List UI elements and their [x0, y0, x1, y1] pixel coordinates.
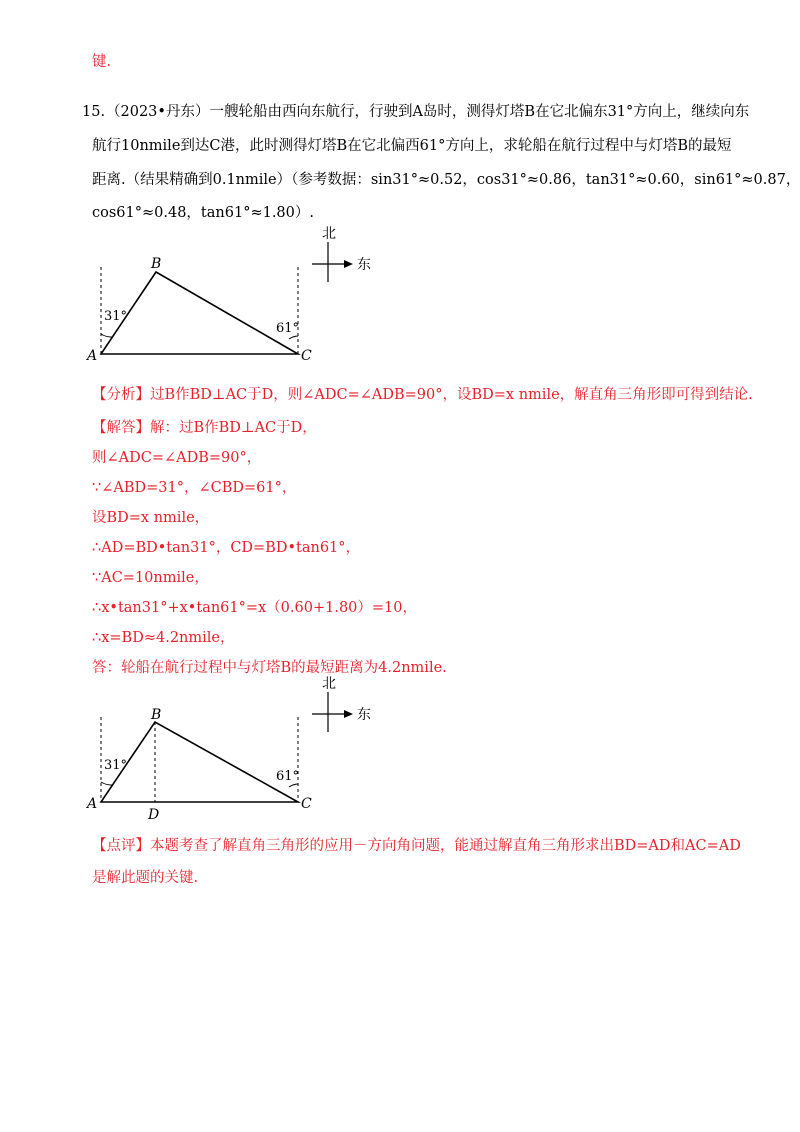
question-line-4: cos61°≈0.48，tan61°≈1.80）.: [92, 205, 314, 221]
question-line-3: 距离.（结果精确到0.1nmile）（参考数据：sin31°≈0.52，cos31°≈0.86，tan31°≈0.60，sin61°≈0.87，: [92, 172, 800, 188]
compass-east-arrow-icon: [344, 260, 353, 268]
angle-arc-a: [101, 782, 112, 785]
solution-line: ∴x=BD≈4.2nmile，: [92, 630, 235, 646]
label-a: A: [87, 796, 98, 812]
triangle-abc: [101, 722, 298, 802]
previous-answer-fragment: 键.: [92, 54, 112, 70]
analysis-text: 【分析】过B作BD⊥AC于D，则∠ADC=∠ADB=90°，设BD=x nmile，解直角三角形即可得到结论.: [92, 387, 753, 403]
compass-east-arrow-icon: [344, 710, 353, 718]
comment-line-2: 是解此题的关键.: [92, 870, 199, 886]
angle-arc-c: [289, 784, 298, 787]
angle-arc-a: [101, 334, 112, 337]
question-line-1: （2023•丹东）一艘轮船由西向东航行，行驶到A岛时，测得灯塔B在它北偏东31°方向上，继续向东: [106, 104, 750, 120]
compass-east-label: 东: [357, 707, 371, 723]
question-line-2: 航行10nmile到达C港，此时测得灯塔B在它北偏西61°方向上，求轮船在航行过程中与灯塔B的最短: [92, 138, 732, 154]
label-c: C: [301, 348, 312, 364]
solution-line: 则∠ADC=∠ADB=90°，: [92, 450, 262, 466]
solution-answer: 答：轮船在航行过程中与灯塔B的最短距离为4.2nmile.: [92, 660, 447, 676]
angle-label-c: 61°: [276, 321, 300, 336]
angle-label-a: 31°: [104, 758, 128, 773]
compass-north-label: 北: [322, 226, 336, 242]
label-b: B: [151, 707, 162, 723]
solution-line: 【解答】解：过B作BD⊥AC于D，: [92, 420, 317, 436]
figure-2: [85, 672, 375, 822]
angle-label-a: 31°: [104, 309, 128, 324]
compass-east-label: 东: [357, 257, 371, 273]
figure-1: [85, 222, 375, 367]
compass-north-label: 北: [322, 676, 336, 692]
solution-line: ∴AD=BD•tan31°，CD=BD•tan61°，: [92, 540, 361, 556]
question-number: 15.: [82, 104, 106, 120]
label-a: A: [87, 348, 98, 364]
solution-line: ∴x•tan31°+x•tan61°=x（0.60+1.80）=10，: [92, 600, 418, 616]
angle-arc-c: [289, 336, 298, 339]
triangle-abc: [101, 272, 298, 354]
angle-label-c: 61°: [276, 769, 300, 784]
solution-line: ∵AC=10nmile，: [92, 570, 209, 586]
label-d: D: [148, 807, 160, 822]
label-c: C: [301, 796, 312, 812]
comment-line-1: 【点评】本题考查了解直角三角形的应用－方向角问题，能通过解直角三角形求出BD=AD和AC=AD: [92, 838, 741, 854]
label-b: B: [151, 256, 162, 272]
solution-line: ∵∠ABD=31°，∠CBD=61°，: [92, 480, 297, 496]
solution-line: 设BD=x nmile，: [92, 510, 210, 526]
